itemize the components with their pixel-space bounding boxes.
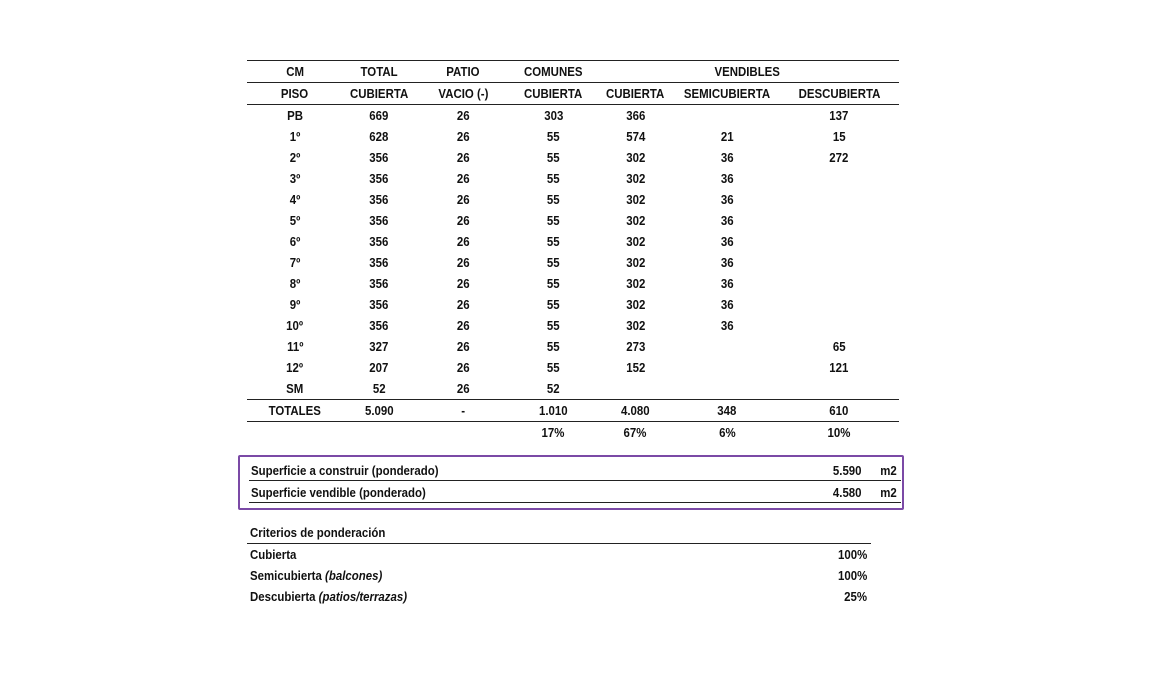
table-cell: 302 [625, 318, 646, 333]
table-cell: 55 [547, 234, 560, 249]
table-cell: 574 [625, 129, 646, 144]
table-cell: 55 [547, 276, 560, 291]
header-total-cubierta: CUBIERTA [349, 86, 409, 101]
table-cell: 67% [624, 425, 647, 440]
table-cell: 5º [289, 213, 301, 228]
criteria-section [247, 522, 871, 607]
table-cell: 348 [717, 403, 737, 418]
table-cell: 26 [456, 213, 470, 228]
criteria-item-pct: 100% [837, 547, 867, 562]
table-cell: 366 [625, 108, 646, 123]
table-cell: 36 [720, 213, 734, 228]
table-cell: 302 [625, 192, 646, 207]
table-row [247, 168, 899, 189]
table-cell: 55 [547, 360, 560, 375]
table-cell: 272 [829, 150, 849, 165]
header-comunes: COMUNES [524, 64, 583, 79]
table-cell: 302 [625, 255, 646, 270]
table-cell: TOTALES [268, 403, 322, 418]
table-cell: 1º [289, 129, 301, 144]
criteria-title-row [247, 522, 871, 544]
table-row [247, 294, 899, 315]
table-row [247, 315, 899, 336]
summary-divider [249, 480, 901, 481]
table-cell: 356 [369, 150, 389, 165]
table-cell: 55 [547, 213, 560, 228]
table-cell: 10% [827, 425, 851, 440]
table-cell: 356 [369, 318, 389, 333]
table-cell: 36 [720, 297, 734, 312]
table-cell: 137 [829, 108, 849, 123]
summary-highlight-box [238, 455, 904, 510]
table-cell: 26 [456, 129, 470, 144]
summary-construir-unit: m2 [880, 462, 897, 478]
table-cell: 55 [547, 318, 560, 333]
table-row [247, 357, 899, 378]
table-cell: 356 [369, 255, 389, 270]
table-cell: 26 [456, 150, 470, 165]
summary-vendible-unit: m2 [880, 484, 897, 500]
criteria-item-pct: 100% [837, 568, 867, 583]
table-cell: 36 [720, 234, 734, 249]
table-row [247, 126, 899, 147]
criteria-item-label: Cubierta [250, 547, 297, 562]
table-cell: 36 [720, 276, 734, 291]
table-row [247, 189, 899, 210]
criteria-item [247, 586, 871, 607]
table-cell: 4º [289, 192, 301, 207]
table-cell: 121 [829, 360, 849, 375]
table-row [247, 273, 899, 294]
table-cell: 36 [720, 255, 734, 270]
table-cell: 273 [625, 339, 646, 354]
table-cell: 356 [369, 171, 389, 186]
table-cell: 302 [625, 276, 646, 291]
table-cell: 55 [547, 150, 560, 165]
table-cell: 302 [625, 234, 646, 249]
criteria-item-label: Semicubierta (balcones) [250, 568, 383, 583]
header-comunes-cubierta: CUBIERTA [524, 86, 583, 101]
table-cell: 8º [289, 276, 301, 291]
table-cell: 55 [547, 129, 560, 144]
table-cell: 26 [456, 339, 470, 354]
criteria-item [247, 544, 871, 565]
table-cell: 610 [829, 403, 849, 418]
table-cell: 55 [547, 297, 560, 312]
header-patio: PATIO [446, 64, 480, 79]
table-cell: 356 [369, 276, 389, 291]
table-cell: PB [287, 108, 303, 123]
table-cell: 26 [456, 360, 470, 375]
summary-construir-value: 5.590 [833, 462, 862, 478]
table-cell: 52 [372, 381, 386, 396]
header-vendible-cubierta: CUBIERTA [606, 86, 665, 101]
header-semicubierta: SEMICUBIERTA [683, 86, 771, 101]
summary-row-construir [249, 460, 901, 480]
table-cell: 36 [720, 318, 734, 333]
header-row-2 [247, 83, 899, 105]
header-descubierta: DESCUBIERTA [798, 86, 880, 101]
percentages-row [247, 422, 899, 444]
table-cell: 26 [456, 297, 470, 312]
areas-table [247, 60, 899, 443]
summary-vendible-value: 4.580 [833, 484, 862, 500]
table-cell: 26 [456, 234, 470, 249]
table-cell: 356 [369, 213, 389, 228]
table-cell: 302 [625, 150, 646, 165]
table-cell: 21 [720, 129, 734, 144]
summary-row-vendible [249, 482, 901, 502]
table-row [247, 147, 899, 168]
table-cell: 356 [369, 234, 389, 249]
criteria-item-note: (balcones) [325, 568, 383, 583]
header-cm: CM [286, 64, 304, 79]
table-cell: 3º [289, 171, 301, 186]
table-row [247, 105, 899, 127]
criteria-item [247, 565, 871, 586]
table-cell: 12º [286, 360, 304, 375]
table-cell: 17% [542, 425, 565, 440]
table-cell: 4.080 [621, 403, 650, 418]
header-piso: PISO [281, 86, 309, 101]
table-cell: 55 [547, 255, 560, 270]
table-cell: 55 [547, 339, 560, 354]
summary-construir-label: Superficie a construir (ponderado) [251, 462, 439, 478]
table-cell: 9º [289, 297, 301, 312]
table-cell: 327 [369, 339, 389, 354]
table-cell: SM [286, 381, 304, 396]
table-cell: 356 [369, 192, 389, 207]
table-cell: 5.090 [364, 403, 394, 418]
criteria-item-pct: 25% [844, 589, 867, 604]
table-cell: 26 [456, 381, 470, 396]
table-row [247, 378, 899, 400]
header-vacio: VACIO (-) [438, 86, 488, 101]
table-cell: 6% [718, 425, 736, 440]
table-cell: 7º [289, 255, 301, 270]
criteria-item-label: Descubierta (patios/terrazas) [250, 589, 408, 604]
table-cell: 302 [625, 213, 646, 228]
table-cell: 55 [547, 192, 560, 207]
header-total: TOTAL [360, 64, 398, 79]
table-cell: 26 [456, 276, 470, 291]
table-cell: - [461, 403, 465, 418]
table-cell: 26 [456, 192, 470, 207]
table-cell: 36 [720, 171, 734, 186]
table-cell: 55 [547, 171, 560, 186]
table-cell: 303 [543, 108, 564, 123]
table-row [247, 252, 899, 273]
table-cell: 152 [625, 360, 646, 375]
table-cell: 11º [286, 339, 304, 354]
table-row [247, 210, 899, 231]
table-cell: 26 [456, 171, 470, 186]
table-cell: 356 [369, 297, 389, 312]
summary-vendible-label: Superficie vendible (ponderado) [251, 484, 426, 500]
table-cell: 669 [369, 108, 389, 123]
table-row [247, 231, 899, 252]
header-row-1 [247, 61, 899, 83]
table-cell: 26 [456, 108, 470, 123]
table-cell: 26 [456, 318, 470, 333]
table-cell: 65 [832, 339, 846, 354]
table-cell: 1.010 [539, 403, 568, 418]
table-cell: 15 [832, 129, 846, 144]
table-cell: 36 [720, 192, 734, 207]
totals-row [247, 400, 899, 422]
table-cell: 207 [369, 360, 389, 375]
table-cell: 36 [720, 150, 734, 165]
table-cell: 628 [369, 129, 389, 144]
table-cell: 302 [625, 171, 646, 186]
table-row [247, 336, 899, 357]
table-cell: 26 [456, 255, 470, 270]
criteria-title: Criterios de ponderación [250, 525, 386, 540]
table-cell: 10º [286, 318, 304, 333]
summary-bottom-line [249, 502, 901, 503]
criteria-item-note: (patios/terrazas) [318, 589, 408, 604]
table-cell: 6º [289, 234, 301, 249]
header-vendibles: VENDIBLES [714, 64, 781, 79]
table-cell: 52 [547, 381, 560, 396]
table-cell: 2º [289, 150, 301, 165]
table-cell: 302 [625, 297, 646, 312]
